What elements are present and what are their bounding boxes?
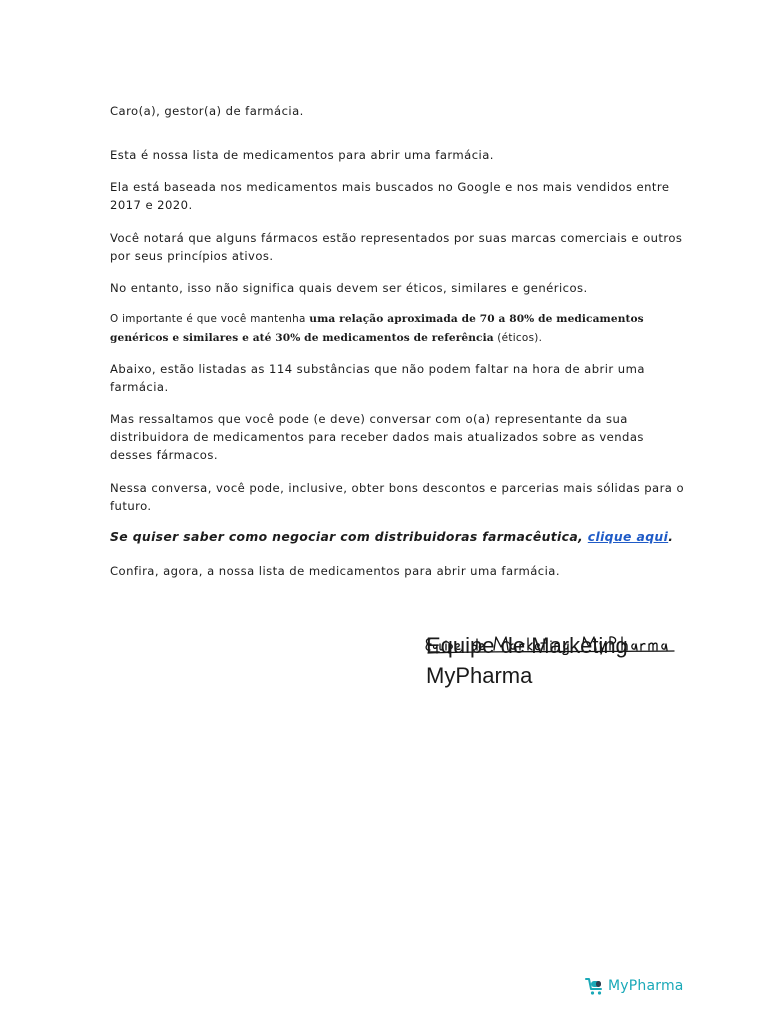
signature-company: MyPharma [426,663,533,688]
cta-text: Se quiser saber como negociar com distribuidoras farmacêutica, [110,529,588,544]
ratio-tail: (éticos). [493,332,543,344]
logo-text: MyPharma [608,978,684,994]
signature-team: Equipe de Marketing [426,633,628,658]
clique-aqui-link[interactable]: clique aqui [587,529,669,544]
mypharma-logo [585,975,684,997]
paragraph-closing: Confira, agora, a nossa lista de medicamentos para abrir uma farmácia. [110,564,560,578]
paragraph-discounts: Nessa conversa, você pode, inclusive, obter bons descontos e parcerias mais sólidas para o futuro. [110,481,685,513]
cta-end: . [668,529,674,544]
ratio-lead: O importante é que você mantenha [110,313,310,325]
paragraph-ratio [110,309,690,347]
paragraph-distributor: Mas ressaltamos que você pode (e deve) conversar com o(a) representante da sua distribuidora de medicamentos para receber dados mais atualizados sobre as vendas desses fármacos. [110,412,644,462]
paragraph-basis: Ela está baseada nos medicamentos mais buscados no Google e nos mais vendidos entre 2017 e 2020. [110,180,670,212]
greeting: Caro(a), gestor(a) de farmácia. [110,104,304,118]
paragraph-note: No entanto, isso não significa quais devem ser éticos, similares e genéricos. [110,281,588,295]
paragraph-substances: Abaixo, estão listadas as 114 substâncias que não podem faltar na hora de abrir uma farmácia. [110,362,645,394]
ratio-emphasis: uma relação aproximada de 70 a 80% de medicamentos genéricos e similares e até 30% de medicamentos de referência [110,313,644,344]
cta-line [110,527,710,547]
paragraph-intro: Esta é nossa lista de medicamentos para abrir uma farmácia. [110,148,494,162]
cart-pill-icon [585,976,605,996]
paragraph-brands: Você notará que alguns fármacos estão representados por suas marcas comerciais e outros por seus princípios ativos. [110,231,683,263]
